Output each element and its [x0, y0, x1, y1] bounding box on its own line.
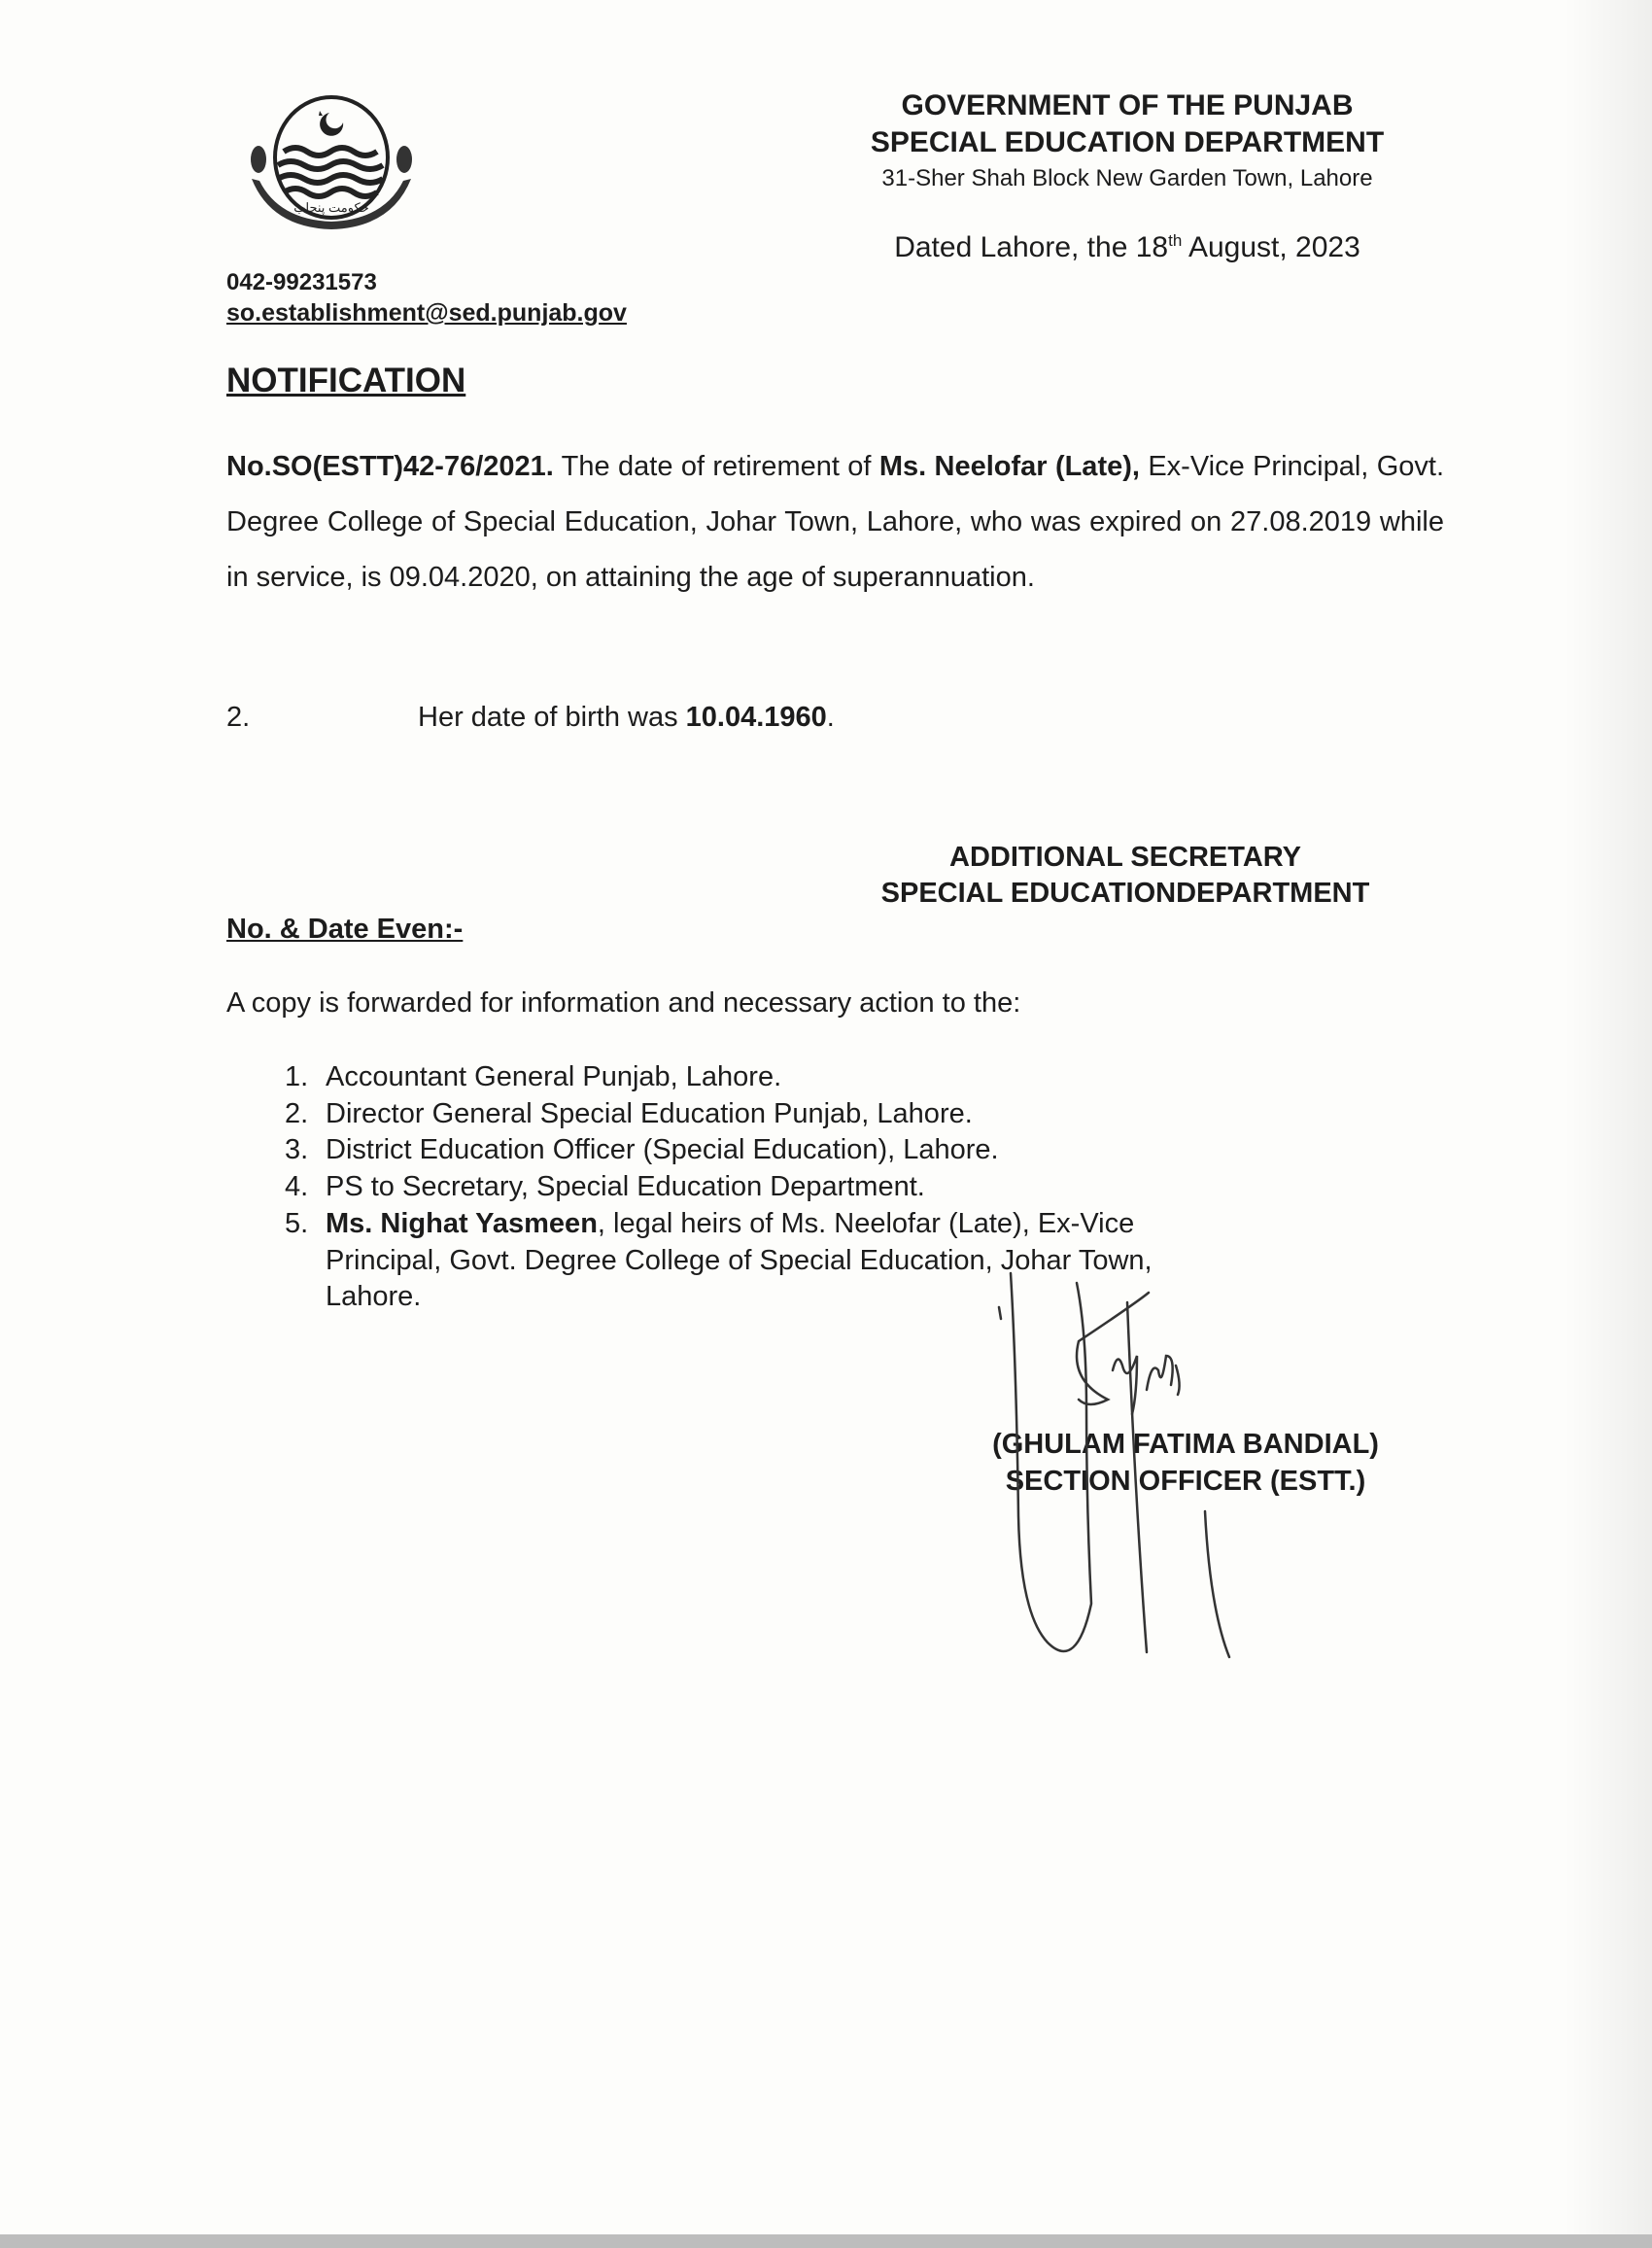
- date-suffix-sup: th: [1168, 231, 1183, 250]
- date-of-birth: 10.04.1960: [685, 702, 827, 733]
- date-line: [739, 231, 1516, 264]
- handwritten-signature: [972, 1263, 1438, 1672]
- list-text: District Education Officer (Special Education), Lahore.: [326, 1134, 999, 1166]
- date-month-year: August, 2023: [1182, 231, 1360, 263]
- para-text: The date of retirement of: [553, 451, 879, 482]
- list-item: [285, 1096, 1153, 1133]
- list-number: 5.: [285, 1207, 309, 1239]
- address: 31-Sher Shah Block New Garden Town, Lahore: [881, 165, 1373, 191]
- scan-shadow: [1565, 0, 1652, 2248]
- phone-number: 042-99231573: [226, 269, 377, 295]
- para-text: Her date of birth was: [418, 702, 686, 733]
- list-text: , legal heirs of Ms. Neelofar (Late), Ex-Vice: [597, 1207, 1135, 1239]
- signatory-title-2: SPECIAL EDUCATIONDEPARTMENT: [880, 878, 1370, 909]
- department-heading: SPECIAL EDUCATION DEPARTMENT: [870, 126, 1385, 158]
- list-number: 4.: [285, 1171, 309, 1203]
- list-text: Principal, Govt. Degree College of Special Education, Johar Town,: [326, 1244, 1153, 1276]
- svg-text:حکومت پنجاب: حکومت پنجاب: [293, 200, 369, 215]
- list-text: Lahore.: [326, 1281, 422, 1313]
- list-text: Accountant General Punjab, Lahore.: [326, 1061, 782, 1092]
- list-number: 1.: [285, 1061, 309, 1092]
- government-heading: GOVERNMENT OF THE PUNJAB: [901, 89, 1354, 121]
- section-officer-designation: SECTION OFFICER (ESTT.): [1005, 1466, 1366, 1497]
- copy-intro: A copy is forwarded for information and necessary action to the:: [226, 987, 1021, 1019]
- signatory-title-1: ADDITIONAL SECRETARY: [949, 842, 1301, 873]
- para-text: Ex-Vice Principal, Govt. Degree College of Special Education, Johar Town, Lahore, who was expired on 27.08.2019 while in service, is 09.04.2020, on attaining the age of superannuation.: [226, 451, 1445, 593]
- reference-number: No.SO(ESTT)42-76/2021.: [226, 451, 554, 482]
- date-of-birth-paragraph: [418, 702, 835, 734]
- list-item: [285, 1132, 1153, 1169]
- list-item: [285, 1059, 1153, 1096]
- para2-number: 2.: [226, 702, 251, 733]
- list-text: Director General Special Education Punjab, Lahore.: [326, 1097, 973, 1129]
- list-number: 3.: [285, 1134, 309, 1166]
- list-number: 2.: [285, 1097, 309, 1129]
- punjab-government-logo: [237, 91, 427, 239]
- date-prefix: Dated Lahore, the 18: [894, 231, 1169, 263]
- scan-edge: [0, 2234, 1652, 2248]
- list-item: [285, 1169, 1153, 1206]
- notification-paragraph: [226, 439, 1444, 605]
- para-text: .: [826, 702, 835, 733]
- notification-title: NOTIFICATION: [226, 362, 466, 399]
- list-text: PS to Secretary, Special Education Department.: [326, 1171, 925, 1203]
- no-and-date-even: No. & Date Even:-: [226, 914, 464, 945]
- legal-heir-name: Ms. Nighat Yasmeen: [326, 1207, 598, 1239]
- section-officer-name: (GHULAM FATIMA BANDIAL): [992, 1429, 1379, 1460]
- deceased-name: Ms. Neelofar (Late),: [878, 451, 1140, 482]
- email-link[interactable]: so.establishment@sed.punjab.gov: [226, 299, 627, 327]
